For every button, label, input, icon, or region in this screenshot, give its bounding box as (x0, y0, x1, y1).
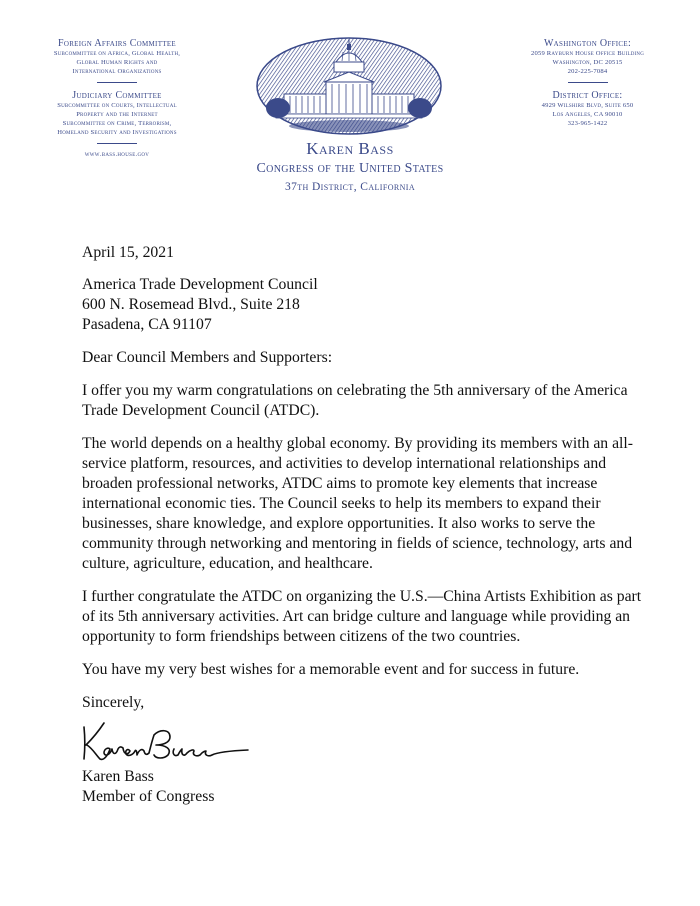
divider (97, 82, 137, 83)
member-district: 37th District, California (284, 181, 416, 193)
office-line: 4929 Wilshire Blvd, Suite 650 (541, 102, 634, 109)
address-line: 600 N. Rosemead Blvd., Suite 218 (82, 296, 300, 313)
office-line: Washington, DC 20515 (552, 59, 623, 66)
letter-date: April 15, 2021 (82, 244, 174, 261)
office-phone: 323-965-1422 (567, 120, 608, 127)
capitol-building-icon (256, 36, 442, 136)
member-name: Karen Bass (306, 139, 394, 158)
signer-name: Karen Bass (82, 768, 154, 785)
committee-subtitle: Subcommittee on Crime, Terrorism, (62, 120, 172, 127)
member-name-block (230, 138, 470, 196)
paragraph: The world depends on a healthy global economy. By providing its members with an all-service platform, resources, and activities to develop international relationships and broaden professional networks, ATDC aims to promote key elements that increase international economic ties. The Council seeks to help its members to expand their businesses, share knowledge, and explore opportunities. It also works to serve the community through networking and mentoring in fields of science, technology, arts and culture, agriculture, education, and healthcare. (82, 435, 633, 572)
divider (568, 82, 608, 83)
letterhead-committees (22, 38, 212, 158)
divider (97, 143, 137, 144)
committee-title: Foreign Affairs Committee (58, 38, 176, 49)
letterhead-offices (495, 38, 680, 128)
website-link[interactable]: www.bass.house.gov (84, 151, 150, 158)
paragraph: You have my very best wishes for a memorable event and for success in future. (82, 661, 580, 678)
committee-title: Judiciary Committee (72, 90, 162, 101)
office-line: 2059 Rayburn House Office Building (530, 50, 645, 57)
signer-title: Member of Congress (82, 788, 215, 805)
committee-subtitle: Subcommittee on Courts, Intellectual (57, 102, 177, 109)
office-line: Los Angeles, CA 90010 (552, 111, 623, 118)
address-line: Pasadena, CA 91107 (82, 316, 212, 333)
office-title: Washington Office: (543, 38, 632, 49)
committee-subtitle: International Organizations (72, 68, 162, 75)
paragraph: I offer you my warm congratulations on celebrating the 5th anniversary of the America Trade Development Council (ATDC). (82, 382, 628, 419)
committee-subtitle: Homeland Security and Investigations (57, 129, 177, 136)
committee-subtitle: Property and the Internet (76, 111, 158, 118)
office-phone: 202-225-7084 (567, 68, 608, 75)
member-title: Congress of the United States (256, 161, 444, 176)
committee-subtitle: Subcommittee on Africa, Global Health, (53, 50, 181, 57)
salutation: Dear Council Members and Supporters: (82, 349, 333, 366)
closing: Sincerely, (82, 694, 145, 711)
committee-subtitle: Global Human Rights and (76, 59, 158, 66)
letter-body (82, 243, 642, 807)
recipient-address (82, 275, 642, 335)
paragraph: I further congratulate the ATDC on organizing the U.S.—China Artists Exhibition as part of its 5th anniversary activities. Art can bridge culture and language while providing an opportunity to form friendships between citizens of the two countries. (82, 588, 642, 645)
office-title: District Office: (552, 90, 623, 101)
address-line: America Trade Development Council (82, 276, 318, 293)
signature-image (78, 715, 253, 767)
